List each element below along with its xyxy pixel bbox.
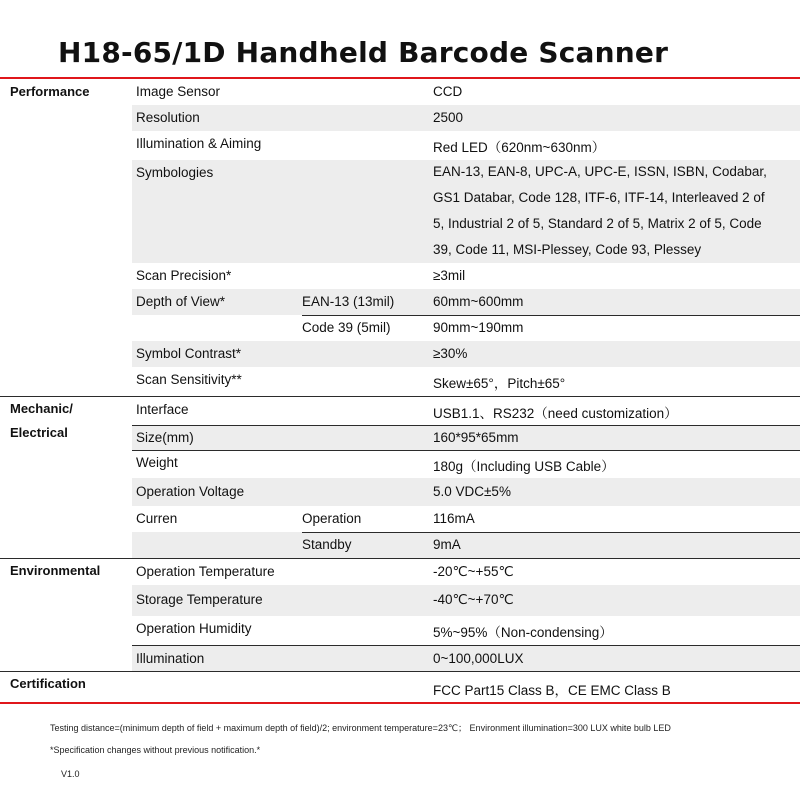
version-label: V1.0 (61, 769, 80, 779)
spec-row (132, 105, 800, 131)
row-divider (132, 450, 800, 451)
spec-row (132, 367, 800, 396)
spec-row (132, 616, 800, 645)
spec-row (132, 478, 800, 506)
spec-label: Depth of View* (136, 294, 226, 309)
spec-row (132, 160, 800, 263)
spec-value: 60mm~600mm (433, 294, 524, 309)
spec-label: Operation Temperature (136, 564, 275, 579)
spec-value: Red LED（620nm~630nm） (433, 140, 606, 155)
spec-label: Operation Humidity (136, 621, 252, 636)
symbology-line: 5, Industrial 2 of 5, Standard 2 of 5, Matrix 2 of 5, Code (433, 216, 762, 231)
footnote-testing: Testing distance=(minimum depth of field + maximum depth of field)/2; environment temperature=23℃； Environment illumination=300 LUX white bulb LED (50, 723, 671, 733)
spec-value: 2500 (433, 110, 464, 125)
spec-sublabel: Code 39 (5mil) (302, 320, 391, 335)
spec-value: -40℃~+70℃ (433, 592, 514, 607)
spec-label: Image Sensor (136, 84, 221, 99)
spec-value: -20℃~+55℃ (433, 564, 514, 579)
spec-sublabel: EAN-13 (13mil) (302, 294, 395, 309)
spec-row (132, 397, 800, 425)
footnote-changes: *Specification changes without previous notification.* (50, 745, 261, 755)
spec-label: Symbol Contrast* (136, 346, 242, 361)
spec-value: 5%~95%（Non-condensing） (433, 625, 613, 640)
spec-row (132, 585, 800, 616)
spec-value: Skew±65°，Pitch±65° (433, 376, 566, 391)
symbology-line: EAN-13, EAN-8, UPC-A, UPC-E, ISSN, ISBN, Codabar, (433, 164, 767, 179)
spec-value: 160*95*65mm (433, 430, 519, 445)
spec-value: 180g（Including USB Cable） (433, 459, 615, 474)
row-divider (132, 645, 800, 646)
spec-value: 0~100,000LUX (433, 651, 524, 666)
spec-row (132, 559, 800, 585)
spec-row (132, 289, 800, 315)
spec-label: Storage Temperature (136, 592, 263, 607)
spec-row (132, 315, 800, 341)
spec-label: Illumination & Aiming (136, 136, 262, 151)
spec-row (132, 506, 800, 532)
spec-label: Resolution (136, 110, 200, 125)
spec-sublabel: Operation (302, 511, 362, 526)
spec-row (132, 263, 800, 289)
spec-label: Size(mm) (136, 430, 194, 445)
spec-sublabel: Standby (302, 537, 352, 552)
page-title: H18-65/1D Handheld Barcode Scanner (58, 36, 669, 69)
row-divider (302, 532, 800, 533)
spec-label: Illumination (136, 651, 205, 666)
section-mechanic-line1: Mechanic/ (10, 401, 73, 416)
spec-row (132, 672, 800, 700)
spec-value: CCD (433, 84, 463, 99)
spec-value: 9mA (433, 537, 461, 552)
spec-label: Operation Voltage (136, 484, 245, 499)
section-certification: Certification (10, 676, 86, 691)
spec-value: USB1.1、RS232（need customization） (433, 406, 678, 421)
spec-label: Symbologies (136, 165, 214, 180)
spec-row (132, 425, 800, 450)
spec-value: 116mA (433, 511, 475, 526)
spec-row (132, 79, 800, 105)
symbology-line: 39, Code 11, MSI-Plessey, Code 93, Plessey (433, 242, 702, 257)
spec-value: 5.0 VDC±5% (433, 484, 511, 499)
spec-label: Scan Precision* (136, 268, 232, 283)
symbology-line: GS1 Databar, Code 128, ITF-6, ITF-14, Interleaved 2 of (433, 190, 765, 205)
spec-value-multiline (433, 159, 793, 263)
row-divider (302, 315, 800, 316)
row-divider (132, 425, 800, 426)
spec-label: Weight (136, 455, 178, 470)
spec-label: Scan Sensitivity** (136, 372, 242, 387)
spec-row (132, 450, 800, 478)
section-environmental: Environmental (10, 563, 101, 578)
spec-row (132, 341, 800, 367)
spec-row (132, 645, 800, 671)
spec-row (132, 131, 800, 160)
spec-value: FCC Part15 Class B，CE EMC Class B (433, 683, 671, 698)
spec-value: 90mm~190mm (433, 320, 524, 335)
section-performance: Performance (10, 84, 90, 99)
section-mechanic-line2: Electrical (10, 425, 68, 440)
spec-label: Interface (136, 402, 189, 417)
spec-value: ≥30% (433, 346, 468, 361)
spec-row (132, 532, 800, 558)
spec-label: Curren (136, 511, 178, 526)
spec-value: ≥3mil (433, 268, 466, 283)
bottom-rule (0, 702, 800, 704)
